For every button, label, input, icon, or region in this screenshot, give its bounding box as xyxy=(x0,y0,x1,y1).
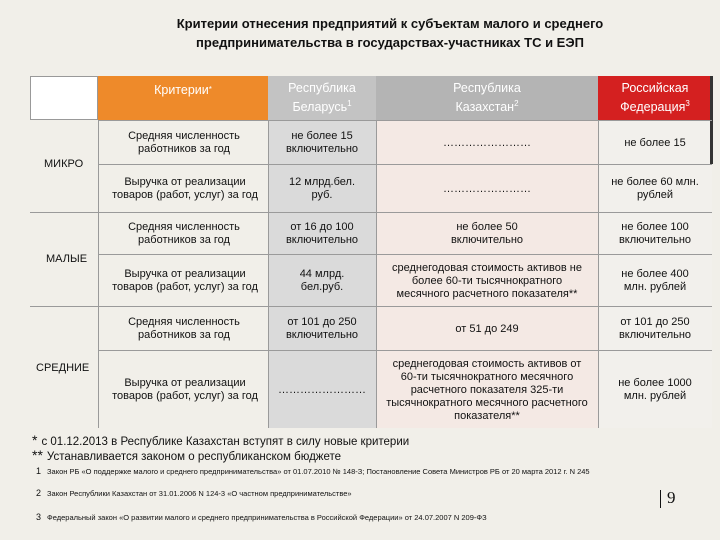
header-belarus xyxy=(268,76,376,120)
footnote-number: 1 xyxy=(36,466,42,476)
medium-revenue-criterion: Выручка от реализации товаров (работ, услуг) за год xyxy=(112,377,258,402)
footnote-number: 3 xyxy=(36,512,42,522)
header-belarus-sup: 1 xyxy=(347,99,352,109)
micro-employees-russia: не более 15 xyxy=(624,136,686,149)
group-label-micro: МИКРО xyxy=(44,158,84,170)
note-budget-law xyxy=(32,447,341,463)
page-number xyxy=(660,488,676,508)
footnote-2 xyxy=(36,488,352,498)
footnote-1 xyxy=(36,466,590,476)
footnote-text: Федеральный закон «О развитии малого и среднего предпринимательства в Российской Федерации» от 24.07.2007 N 209-ФЗ xyxy=(47,513,487,522)
medium-revenue-kazakhstan: среднегодовая стоимость активов от 60-ти тысячнократного месячного расчетного показателя 325-ти тысячнократного месячного расчетного показателя** xyxy=(386,357,588,422)
header-criteria-label: Критерии xyxy=(154,83,209,97)
footnote-3 xyxy=(36,512,487,522)
group-label-small: МАЛЫЕ xyxy=(46,253,88,265)
micro-employees-kazakhstan: …………………… xyxy=(443,136,531,149)
micro-revenue-criterion: Выручка от реализации товаров (работ, услуг) за год xyxy=(112,176,258,201)
small-employees-kazakhstan: не более 50 включительно xyxy=(450,221,524,246)
note-text: с 01.12.2013 в Республике Казахстан вступят в силу новые критерии xyxy=(41,436,410,448)
small-employees-criterion: Средняя численность работников за год xyxy=(128,221,240,246)
small-revenue-kazakhstan: среднегодовая стоимость активов не более 60-ти тысячнократного месячного расчетного показателя** xyxy=(392,261,582,300)
small-revenue-russia: не более 400 млн. рублей xyxy=(621,268,689,293)
note-mark: * xyxy=(32,432,38,448)
micro-revenue-kazakhstan: …………………… xyxy=(443,182,531,195)
footnote-text: Закон РБ «О поддержке малого и среднего предпринимательства» от 01.07.2010 № 148-З; Постановление Совета Министров РБ от 20 марта 2012 г. N 245 xyxy=(47,467,590,476)
footnote-number: 2 xyxy=(36,488,42,498)
note-mark: ** xyxy=(32,447,43,463)
note-kazakhstan-criteria xyxy=(32,432,409,448)
header-russia xyxy=(598,76,712,120)
small-employees-belarus: от 16 до 100 включительно xyxy=(285,221,359,246)
medium-employees-criterion: Средняя численность работников за год xyxy=(128,316,240,341)
micro-revenue-belarus: 12 млрд.бел. руб. xyxy=(288,176,356,201)
header-kazakhstan xyxy=(376,76,598,120)
group-label-medium: СРЕДНИЕ xyxy=(36,362,90,374)
page-number-value: 9 xyxy=(667,488,676,507)
note-text: Устанавливается законом о республиканском бюджете xyxy=(46,451,342,463)
header-russia-label: Российская Федерация xyxy=(620,81,689,115)
header-russia-sup: 3 xyxy=(685,99,690,109)
header-belarus-label: Республика Беларусь xyxy=(288,81,356,115)
micro-employees-criterion: Средняя численность работников за год xyxy=(128,130,240,155)
footnote-text: Закон Республики Казахстан от 31.01.2006 N 124-3 «О частном предпринимательстве» xyxy=(47,489,352,498)
small-employees-russia: не более 100 включительно xyxy=(618,221,692,246)
small-revenue-criterion: Выручка от реализации товаров (работ, услуг) за год xyxy=(112,268,258,293)
header-kazakhstan-label: Республика Казахстан xyxy=(453,81,521,115)
header-criteria-mark: * xyxy=(208,85,212,94)
header-kazakhstan-sup: 2 xyxy=(514,99,519,109)
micro-revenue-russia: не более 60 млн. рублей xyxy=(611,176,699,201)
medium-revenue-belarus: …………………… xyxy=(278,383,366,396)
header-criteria xyxy=(98,76,268,120)
medium-employees-russia: от 101 до 250 включительно xyxy=(618,316,692,341)
medium-employees-kazakhstan: от 51 до 249 xyxy=(455,322,519,335)
micro-employees-belarus: не более 15 включительно xyxy=(285,130,359,155)
header-empty-cell xyxy=(30,76,98,120)
page-title: Критерии отнесения предприятий к субъектам малого и среднего предпринимательства в государствах-участниках ТС и ЕЭП xyxy=(176,16,604,50)
medium-employees-belarus: от 101 до 250 включительно xyxy=(285,316,359,341)
small-revenue-belarus: 44 млрд. бел.руб. xyxy=(299,268,345,293)
medium-revenue-russia: не более 1000 млн. рублей xyxy=(618,377,692,402)
